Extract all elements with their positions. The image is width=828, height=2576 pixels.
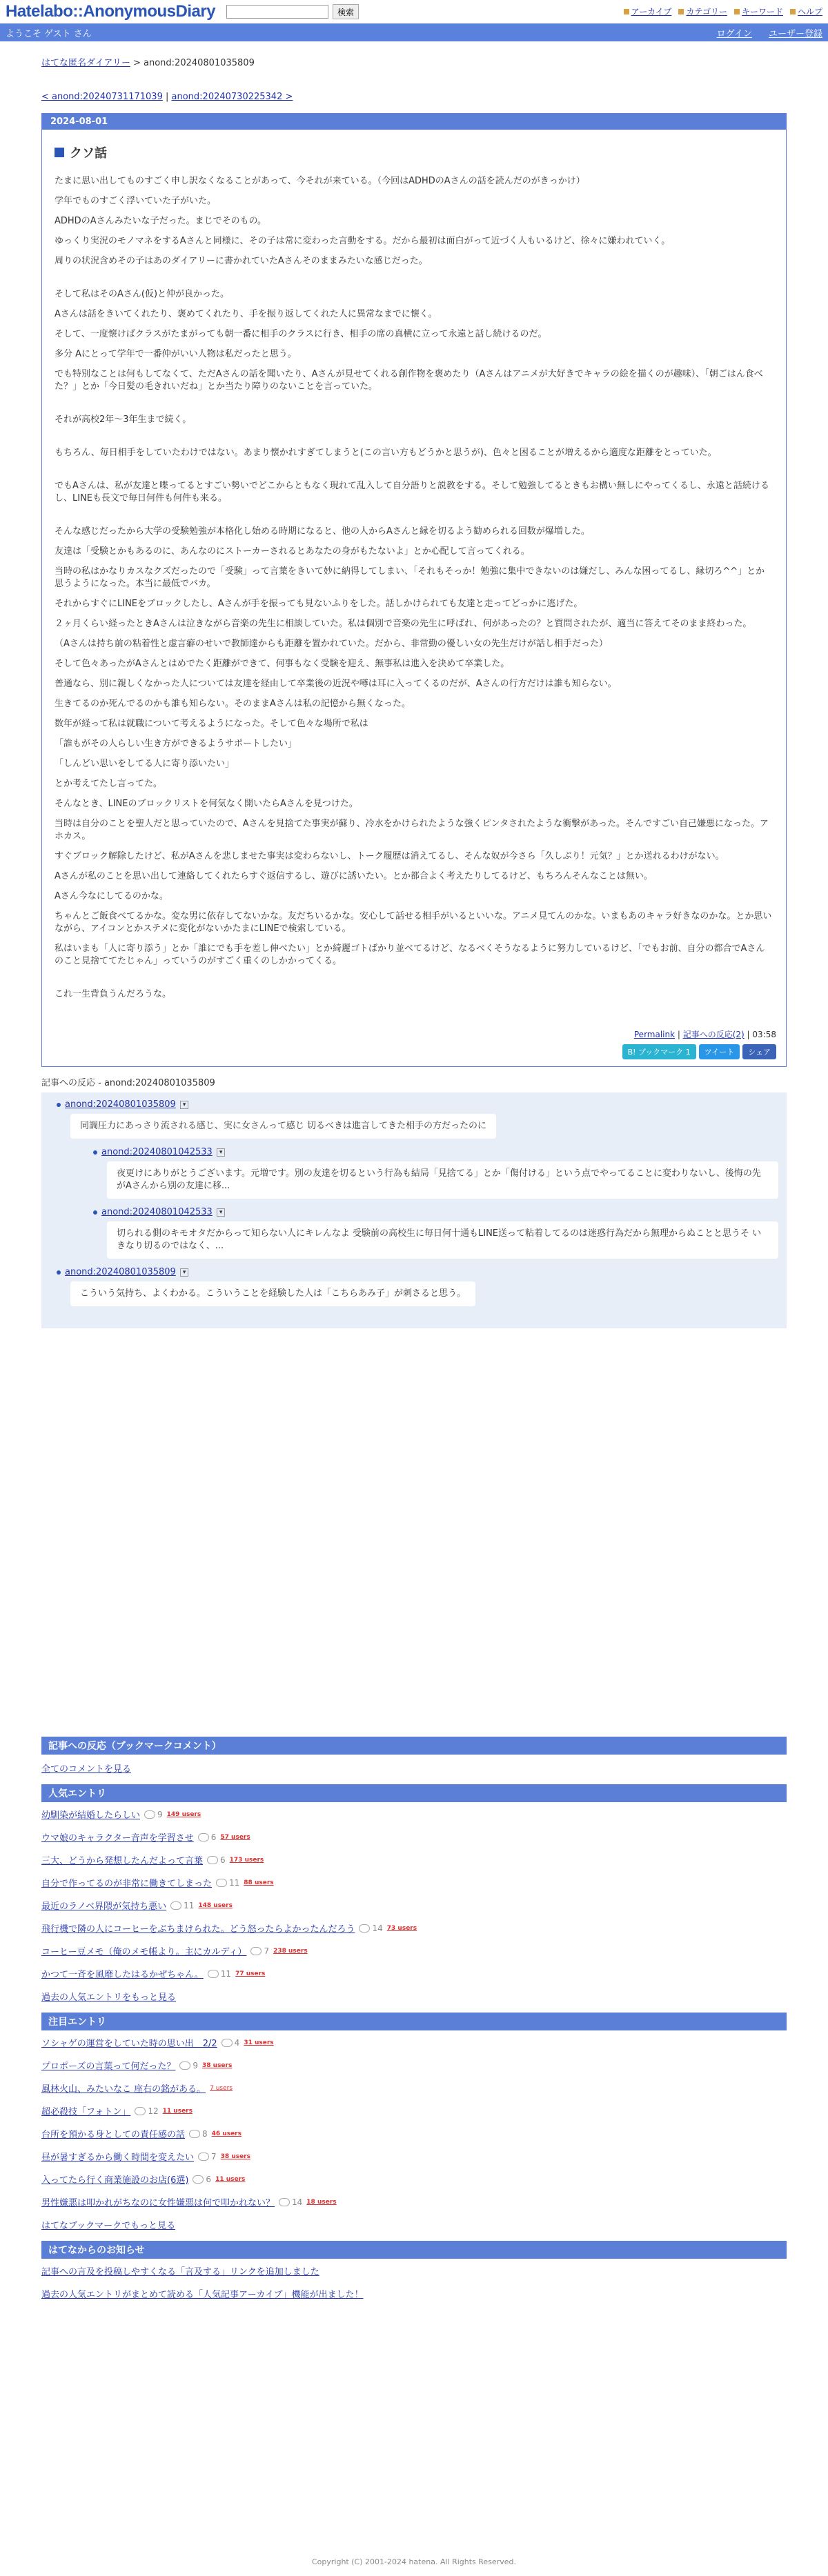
entry-paragraph: （Aさんは持ち前の粘着性と虚言癖のせいで教師達からも距離を置かれていた。だから、非常勤の優しい女の先生だけが話し相手だった） bbox=[55, 639, 608, 649]
list-item bbox=[41, 1944, 787, 1957]
popular-header: 人気エントリ bbox=[41, 1784, 787, 1802]
nav-help[interactable] bbox=[790, 6, 822, 17]
comment-count-value: 14 bbox=[372, 1923, 383, 1933]
comment-bubble-icon bbox=[250, 1947, 262, 1955]
notable-more-link[interactable]: はてなブックマークでもっと見る bbox=[41, 2221, 176, 2231]
comment-bubble-icon bbox=[135, 2107, 146, 2115]
reaction-link-row bbox=[93, 1207, 787, 1217]
comment-count-value: 6 bbox=[206, 2174, 212, 2184]
reaction-link[interactable]: anond:20240801042533 bbox=[101, 1207, 213, 1217]
comment-count bbox=[135, 2106, 158, 2116]
list-item bbox=[41, 2104, 787, 2117]
popular-more-link[interactable]: 過去の人気エントリをもっと見る bbox=[41, 1993, 177, 2003]
entry-paragraph: そんなとき、LINEのブロックリストを何気なく開いたらAさんを見つけた。 bbox=[55, 799, 358, 809]
users-count[interactable]: 11 users bbox=[215, 2175, 246, 2183]
list-item bbox=[41, 2036, 787, 2049]
entry-paragraph: Aさんは話をきいてくれたり、褒めてくれたり、手を振り返してくれた人に異常なまでに懐く。 bbox=[55, 309, 437, 319]
entry-paragraph: Aさんが私のことを思い出して連絡してくれたらすぐ返信するし、遊びに誘いたい。とか都合よく考えたりしてるけど、もちろんそんなことは無い。 bbox=[55, 871, 653, 881]
reaction-link[interactable]: anond:20240801035809 bbox=[65, 1099, 176, 1110]
reaction-item bbox=[93, 1147, 787, 1207]
title-square-icon bbox=[55, 148, 64, 157]
comment-count-value: 9 bbox=[157, 1809, 163, 1819]
users-count[interactable]: 18 users bbox=[306, 2198, 337, 2206]
sidebar-lists bbox=[41, 1737, 787, 2310]
comment-count-value: 7 bbox=[264, 1946, 270, 1956]
entry-paragraph: そして色々あったがAさんとはめでたく距離ができて、何事もなく受験を迎え、無事私は進入を決めて卒業した。 bbox=[55, 659, 510, 669]
popular-list bbox=[41, 1808, 787, 1980]
reaction-text: 切られる側のキモオタだからって知らない人にキレんなよ 受験前の高校生に毎日何十通もLINE送って粘着してるのは迷惑行為だから無理からぬことと思うそ いきなり切るのではなく、... bbox=[107, 1221, 778, 1259]
list-item-link[interactable]: 昼が暑すぎるから働く時間を変えたい bbox=[41, 2153, 195, 2163]
user-bar bbox=[0, 23, 828, 41]
entry-paragraph: そんな感じだったから大学の受験勉強が本格化し始める時期になると、他の人からAさんと縁を切るよう勧められる回数が爆増した。 bbox=[55, 526, 590, 537]
list-item bbox=[41, 1853, 787, 1866]
breadcrumb-current: anond:20240801035809 bbox=[144, 58, 255, 68]
comment-bubble-icon bbox=[198, 2153, 209, 2161]
comment-count bbox=[250, 1946, 269, 1956]
list-item-link[interactable]: 過去の人気エントリがまとめて読める「人気記事アーカイブ」機能が出ました！ bbox=[41, 2290, 364, 2300]
breadcrumb-home[interactable]: はてな匿名ダイアリー bbox=[41, 58, 130, 68]
entry-paragraph: でも特別なことは何もしてなくて、ただAさんの話を聞いたり、Aさんが見せてくれる創作物を褒めたり（Aさんはアニメが大好きでキャラの絵を描くのが趣味）、「朝ごはん食べた？」とか「今日髪の毛きれいだね」とか当たり障りのないことを言っていた。 bbox=[55, 369, 763, 392]
reactions-header: 記事への反応 - anond:20240801035809 bbox=[41, 1078, 215, 1088]
list-item bbox=[41, 1876, 787, 1889]
comment-count bbox=[179, 2061, 198, 2070]
reaction-link[interactable]: anond:20240801042533 bbox=[101, 1147, 213, 1157]
users-count[interactable]: 173 users bbox=[229, 1856, 264, 1864]
reaction-dropdown-icon[interactable]: ▾ bbox=[180, 1101, 189, 1109]
entry-paragraph: 友達は「受験とかもあるのに、あんなのにストーカーされるとあなたの身がもたないよ」とか心配して言ってくれる。 bbox=[55, 546, 530, 557]
entry-paragraph: ２ヶ月くらい経ったときAさんは泣きながら音楽の先生に相談していた。私は個別で音楽の先生に呼ばれ、何があったの？と質問されたが、適当に答えてそのまま終わった。 bbox=[55, 619, 752, 629]
comment-count-value: 6 bbox=[220, 1855, 226, 1865]
list-item-link[interactable]: 男性嫌悪は叩かれがちなのに女性嫌悪は何で叩かれない？ bbox=[41, 2198, 275, 2208]
list-item-link[interactable]: 入ってたら行く商業施設のお店(6選) bbox=[41, 2175, 189, 2186]
reaction-link[interactable]: anond:20240801035809 bbox=[65, 1267, 176, 1277]
entry-title-text: クソ話 bbox=[70, 146, 107, 161]
entry-paragraph: 「誰もがその人らしい生き方ができるようサポートしたい」 bbox=[55, 739, 297, 749]
entry-paragraph: ちゃんとご飯食べてるかな。変な男に依存してないかな。友だちいるかな。安心して話せる相手がいるといいな。アニメ見てんのかな。いまもあのキャラ好きなのかな。とか思いながら、アイコンとかステメに変化がないかたまにLINEで検索している。 bbox=[55, 911, 772, 934]
entry-paragraph: 多分 Aにとって学年で一番仲がいい人物は私だったと思う。 bbox=[55, 349, 297, 359]
reaction-link-row bbox=[57, 1267, 787, 1277]
list-item bbox=[41, 2173, 787, 2186]
comment-bubble-icon bbox=[279, 2198, 290, 2206]
users-count[interactable]: 7 users bbox=[210, 2084, 233, 2092]
comment-count-value: 11 bbox=[184, 1900, 195, 1910]
comment-count-value: 11 bbox=[220, 1968, 232, 1979]
comment-bubble-icon bbox=[216, 1879, 227, 1887]
comment-count bbox=[170, 1901, 194, 1910]
comment-count bbox=[144, 1810, 163, 1819]
entry-paragraph: 私はいまも「人に寄り添う」とか「誰にでも手を差し伸べたい」とか綺麗ゴトばかり並べてるけど、なるべくそうなるように努力しているけど、「でもお前、自分の都合でAさんのこと見捨ててたじゃん」っていうのがすごく重くのしかかってくる。 bbox=[55, 943, 765, 966]
reaction-text: こういう気持ち、よくわかる。こういうことを経験した人は「こちらあみ子」が刺さると思う。 bbox=[70, 1281, 475, 1306]
reaction-text: 夜更けにありがとうございます。元増です。別の友達を切るという行為も結局「見捨てる」とか「傷付ける」という点でやってることに変わりないし、後悔の先がAさんから別の友達に移... bbox=[107, 1161, 778, 1199]
comment-count bbox=[221, 2038, 240, 2048]
entry-paragraph: 周りの状況含めその子はあのダイアリーに書かれていたAさんそのままみたいな感じだった。 bbox=[55, 256, 428, 266]
search-button[interactable]: 検索 bbox=[333, 4, 359, 19]
tweet-button[interactable]: ツイート bbox=[699, 1044, 740, 1059]
facebook-share-button[interactable]: シェア bbox=[742, 1044, 776, 1059]
comment-bubble-icon bbox=[208, 1970, 219, 1978]
list-item bbox=[41, 2287, 787, 2300]
list-item-link[interactable]: 三大、どうから発想したんだよって言葉 bbox=[41, 1856, 204, 1866]
comment-bubble-icon bbox=[193, 2175, 204, 2184]
reaction-link-row bbox=[93, 1147, 787, 1157]
entry-paragraph: それが高校2年〜3年生まで続く。 bbox=[55, 415, 192, 425]
archive-icon bbox=[624, 9, 629, 14]
entry-paragraph: Aさん今なにしてるのかな。 bbox=[55, 891, 168, 901]
comment-count-value: 7 bbox=[211, 2151, 217, 2161]
users-count[interactable]: 149 users bbox=[166, 1810, 201, 1818]
welcome-text: ようこそ ゲスト さん bbox=[6, 28, 92, 39]
list-item-link[interactable]: 超必殺技「フォトン」 bbox=[41, 2107, 131, 2117]
main-content bbox=[41, 55, 787, 1328]
reaction-item bbox=[57, 1099, 787, 1147]
comment-bubble-icon bbox=[359, 1924, 370, 1933]
nav-keyword-link[interactable]: キーワード bbox=[741, 7, 783, 17]
reactions-link[interactable]: 記事への反応(2) bbox=[682, 1030, 745, 1039]
entry-paragraph: 当時の私はかなりカスなクズだったので「受験」って言葉をきいて妙に納得してしまい、「それもそっか！勉強に集中できないのは嫌だし、みんな困ってるし、縁切ろ^^」とか思うようになった。本当に最低でバカ。 bbox=[55, 566, 765, 589]
entry-paragraph: もちろん、毎日相手をしていたわけではない。あまり懐かれすぎてしまうと(この言い方もどうかと思うが)、色々と困ることが増えるから適度な距離をとっていた。 bbox=[55, 448, 717, 458]
list-item bbox=[41, 2264, 787, 2277]
list-item bbox=[41, 1967, 787, 1980]
list-item bbox=[41, 1921, 787, 1935]
entry-paragraph: 生きてるのか死んでるのかも誰も知らない。そのままAさんは私の記憶から無くなった。 bbox=[55, 699, 411, 709]
permalink[interactable]: Permalink bbox=[633, 1030, 676, 1039]
prev-entry-link[interactable]: < anond:20240731171039 bbox=[41, 92, 163, 102]
entry-paragraph: ADHDのAさんみたいな子だった。まじでそのもの。 bbox=[55, 216, 267, 226]
comment-bubble-icon bbox=[221, 2039, 233, 2047]
reaction-link-row bbox=[57, 1099, 787, 1110]
comment-count bbox=[198, 2152, 217, 2161]
comment-count bbox=[198, 1833, 217, 1842]
notable-list bbox=[41, 2036, 787, 2208]
news-list bbox=[41, 2264, 787, 2300]
users-count[interactable]: 238 users bbox=[273, 1947, 308, 1955]
bookmark-section-header: 記事への反応（ブックマークコメント） bbox=[41, 1737, 787, 1755]
comment-count bbox=[193, 2175, 211, 2184]
entry-footer: Permalink | 記事への反応(2) | 03:58 bbox=[633, 1030, 776, 1039]
entry-paragraph: 学年でものすごく浮いていた子がいた。 bbox=[55, 196, 217, 206]
entry-paragraph: とか考えてたし言ってた。 bbox=[55, 779, 163, 789]
register-link[interactable]: ユーザー登録 bbox=[768, 28, 822, 39]
reactions-tree bbox=[41, 1092, 787, 1328]
entry-body bbox=[42, 175, 786, 1001]
list-item-link[interactable]: 台所を預かる身としての責任感の話 bbox=[41, 2130, 186, 2140]
site-header bbox=[0, 0, 828, 23]
comment-bubble-icon bbox=[207, 1856, 218, 1864]
nav-archive-link[interactable]: アーカイブ bbox=[631, 7, 672, 17]
list-item-link[interactable]: 風林火山、みたいなこ 座右の銘がある。 bbox=[41, 2084, 206, 2095]
entry-paragraph: そして、一度懐けばクラスがたまがっても朝一番に相手のクラスに行き、相手の席の真横に立って永遠と話し続けるのだ。 bbox=[55, 329, 547, 339]
comment-bubble-icon bbox=[198, 1833, 209, 1841]
users-count[interactable]: 57 users bbox=[220, 1833, 250, 1841]
entry-paragraph: そして私はそのAさん(仮)と仲が良かった。 bbox=[55, 289, 230, 299]
entry-paragraph: 普通なら、別に親しくなかった人については友達を経由して卒業後の近況や噂は耳に入ってくるのだが、Aさんの行方だけは誰も知らない。 bbox=[55, 679, 617, 689]
notable-header: 注目エントリ bbox=[41, 2013, 787, 2030]
comment-count-value: 12 bbox=[148, 2106, 159, 2116]
entry-paragraph: これ一生背負うんだろうな。 bbox=[55, 989, 172, 999]
list-item-link[interactable]: かつて一斉を風靡したはるかぜちゃん。 bbox=[41, 1970, 204, 1980]
comment-count bbox=[216, 1878, 239, 1888]
comment-count-value: 4 bbox=[234, 2037, 240, 2048]
users-count[interactable]: 31 users bbox=[244, 2039, 274, 2046]
comment-bubble-icon bbox=[179, 2061, 190, 2070]
list-item-link[interactable]: 飛行機で隣の人にコーヒーをぶちまけられた。どう怒ったらよかったんだろう bbox=[41, 1924, 355, 1935]
entry-box bbox=[41, 113, 787, 1067]
reaction-item bbox=[57, 1267, 787, 1315]
users-count[interactable]: 46 users bbox=[211, 2130, 241, 2137]
site-logo[interactable]: Hatelabo::AnonymousDiary bbox=[6, 2, 216, 21]
users-count[interactable]: 38 users bbox=[202, 2061, 233, 2069]
comment-count bbox=[208, 1969, 231, 1979]
list-item bbox=[41, 2059, 787, 2072]
reaction-item bbox=[93, 1207, 787, 1267]
users-count[interactable]: 73 users bbox=[386, 1924, 417, 1932]
nav-keyword[interactable] bbox=[734, 6, 783, 17]
comment-count bbox=[279, 2197, 302, 2207]
list-item bbox=[41, 2195, 787, 2208]
list-item bbox=[41, 2081, 787, 2095]
users-count[interactable]: 88 users bbox=[244, 1879, 274, 1886]
entry-paragraph: ゆっくり実況のモノマネをするAさんと同様に、その子は常に変わった言動をする。だから最初は面白がって近づく人もいるけど、徐々に嫌われていく。 bbox=[55, 236, 671, 246]
nav-category[interactable] bbox=[678, 6, 727, 17]
list-item bbox=[41, 1808, 787, 1821]
users-count[interactable]: 11 users bbox=[162, 2107, 193, 2115]
help-icon bbox=[790, 9, 796, 14]
list-item-link[interactable]: 自分で作ってるのが非常に働きてしまった bbox=[41, 1879, 213, 1889]
entry-title bbox=[55, 143, 786, 161]
breadcrumb bbox=[41, 55, 787, 68]
nav-help-link[interactable]: ヘルプ bbox=[797, 7, 822, 17]
comment-count-value: 11 bbox=[229, 1877, 240, 1888]
entry-paragraph: 数年が経って私は就職について考えるようになった。そして色々な場所で私は bbox=[55, 719, 368, 729]
comment-count-value: 9 bbox=[193, 2060, 198, 2070]
entry-paragraph: 「しんどい思いをしてる人に寄り添いたい」 bbox=[55, 759, 235, 769]
list-item-link[interactable]: コーヒー豆メモ（俺のメモ帳より。主にカルディ） bbox=[41, 1947, 247, 1957]
search-input[interactable] bbox=[226, 5, 328, 19]
list-item bbox=[41, 1899, 787, 1912]
comment-count bbox=[207, 1855, 226, 1865]
comment-bubble-icon bbox=[189, 2130, 200, 2138]
keyword-icon bbox=[734, 9, 740, 14]
reaction-text: 同調圧力にあっさり流される感じ、実に女さんって感じ 切るべきは進言してきた相手の方だったのに bbox=[70, 1114, 496, 1139]
comment-bubble-icon bbox=[170, 1901, 181, 1910]
reaction-dropdown-icon[interactable]: ▾ bbox=[217, 1208, 226, 1217]
share-buttons bbox=[42, 1040, 786, 1066]
nav-archive[interactable] bbox=[624, 6, 672, 17]
bookmark-button[interactable]: B! ブックマーク 1 bbox=[622, 1044, 696, 1059]
list-item bbox=[41, 1830, 787, 1844]
users-count[interactable]: 148 users bbox=[198, 1901, 233, 1909]
list-item bbox=[41, 2150, 787, 2163]
list-item-link[interactable]: 記事への言及を投稿しやすくなる「言及する」リンクを追加しました bbox=[41, 2267, 319, 2277]
entry-paragraph: たまに思い出してものすごく申し訳なくなることがあって、今それが来ている。（今回はADHDのAさんの話を読んだのがきっかけ） bbox=[55, 176, 585, 186]
entry-paragraph: 当時は自分のことを聖人だと思っていたので、Aさんを見捨てた事実が蘇り、冷水をかけられたような強くピンタされたような衝撃があった。そんですごい自己嫌悪になった。アホカス。 bbox=[55, 819, 769, 841]
entry-time: 03:58 bbox=[752, 1030, 776, 1039]
comment-count-value: 8 bbox=[202, 2128, 208, 2139]
list-item-link[interactable]: プロポーズの言葉って何だった？ bbox=[41, 2061, 176, 2072]
nav-category-link[interactable]: カテゴリー bbox=[686, 7, 727, 17]
pager-sep: | bbox=[162, 92, 172, 102]
all-comments-link[interactable]: 全てのコメントを見る bbox=[41, 1764, 132, 1775]
login-link[interactable]: ログイン bbox=[716, 28, 752, 39]
users-count[interactable]: 38 users bbox=[220, 2153, 250, 2160]
category-icon bbox=[678, 9, 684, 14]
breadcrumb-sep: > bbox=[130, 58, 144, 68]
list-item-link[interactable]: ソシャゲの運営をしていた時の思い出 2/2 bbox=[41, 2039, 217, 2049]
comment-count bbox=[359, 1924, 382, 1933]
top-nav bbox=[624, 6, 822, 17]
news-header: はてなからのお知らせ bbox=[41, 2241, 787, 2259]
copyright: Copyright (C) 2001-2024 hatena. All Rights Reserved. bbox=[312, 2557, 516, 2566]
pager bbox=[41, 92, 787, 102]
users-count[interactable]: 77 users bbox=[235, 1970, 266, 1977]
entry-paragraph: すぐブロック解除したけど、私がAさんを悲しませた事実は変わらないし、トーク履歴は消えてるし、そんな奴が今さら「久しぶり！元気？」とか送れるわけがない。 bbox=[55, 851, 724, 861]
comment-count-value: 6 bbox=[210, 1832, 217, 1842]
list-item bbox=[41, 2127, 787, 2140]
comment-count bbox=[189, 2129, 208, 2139]
next-entry-link[interactable]: anond:20240730225342 > bbox=[171, 92, 293, 102]
reaction-dropdown-icon[interactable]: ▾ bbox=[217, 1148, 226, 1157]
comment-count-value: 14 bbox=[292, 2197, 303, 2207]
entry-date: 2024-08-01 bbox=[42, 114, 786, 130]
list-item-link[interactable]: 最近のラノベ界隈が気持ち悪い bbox=[41, 1901, 167, 1912]
reaction-dropdown-icon[interactable]: ▾ bbox=[180, 1268, 189, 1277]
list-item-link[interactable]: ウマ娘のキャラクター音声を学習させ bbox=[41, 1833, 194, 1844]
comment-bubble-icon bbox=[144, 1810, 155, 1819]
list-item-link[interactable]: 幼馴染が結婚したらしい bbox=[41, 1810, 141, 1821]
entry-paragraph: それからすぐにLINEをブロックしたし、Aさんが手を振っても見ないふりをした。話しかけられても友達と走ってどっかに逃げた。 bbox=[55, 599, 583, 609]
entry-paragraph: でもAさんは、私が友達と喋ってるとすごい勢いでどこからともなく現れて乱入して自分語りと説教をする。そして勉強してるときもお構い無しにやってくるし、永遠と話続けるし、LINEも長文で毎日何件も何件も来る。 bbox=[55, 481, 769, 503]
